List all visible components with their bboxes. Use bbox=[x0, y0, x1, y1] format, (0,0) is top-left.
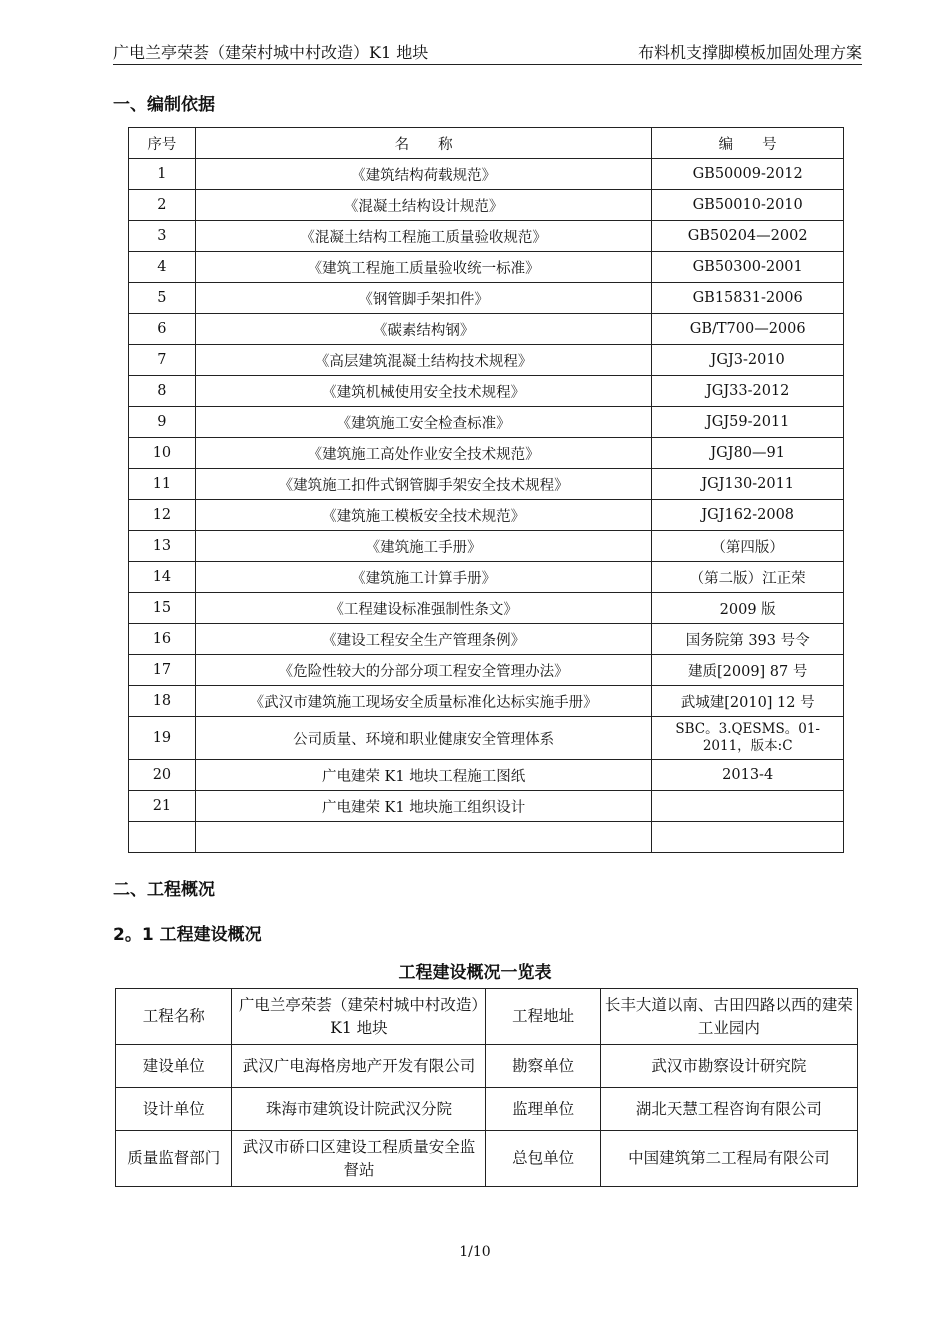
row-name: 《碳素结构钢》 bbox=[195, 314, 652, 345]
row-name: 《混凝土结构设计规范》 bbox=[195, 190, 652, 221]
row-index: 7 bbox=[129, 345, 196, 376]
row-index: 6 bbox=[129, 314, 196, 345]
row-name: 广电建荣 K1 地块施工组织设计 bbox=[195, 791, 652, 822]
row-name: 《建筑工程施工质量验收统一标准》 bbox=[195, 252, 652, 283]
row-code: JGJ162-2008 bbox=[652, 500, 844, 531]
table-row bbox=[129, 159, 844, 190]
page-number: 1/10 bbox=[459, 1244, 491, 1260]
row-index: 4 bbox=[129, 252, 196, 283]
table-row bbox=[129, 438, 844, 469]
table-header-row bbox=[129, 128, 844, 159]
row-code: 2009 版 bbox=[652, 593, 844, 624]
table-row bbox=[129, 760, 844, 791]
row-name: 《建筑施工安全检查标准》 bbox=[195, 407, 652, 438]
row-index: 1 bbox=[129, 159, 196, 190]
overview-value: 武汉市硚口区建设工程质量安全监督站 bbox=[232, 1131, 486, 1187]
row-index: 2 bbox=[129, 190, 196, 221]
row-code: GB15831-2006 bbox=[652, 283, 844, 314]
row-index: 14 bbox=[129, 562, 196, 593]
header-cell-code: 编 号 bbox=[652, 128, 844, 159]
row-code: JGJ3-2010 bbox=[652, 345, 844, 376]
row-code: GB50009-2012 bbox=[652, 159, 844, 190]
overview-label: 总包单位 bbox=[486, 1131, 600, 1187]
section-2-heading: 二、工程概况 bbox=[113, 880, 215, 900]
row-code: GB50204—2002 bbox=[652, 221, 844, 252]
overview-label: 勘察单位 bbox=[486, 1045, 600, 1088]
row-index: 9 bbox=[129, 407, 196, 438]
table-row bbox=[116, 1131, 858, 1187]
row-index: 10 bbox=[129, 438, 196, 469]
table-row bbox=[129, 791, 844, 822]
table-row bbox=[129, 407, 844, 438]
row-index: 5 bbox=[129, 283, 196, 314]
row-index: 3 bbox=[129, 221, 196, 252]
header-cell-index: 序号 bbox=[129, 128, 196, 159]
row-name: 《建筑施工扣件式钢管脚手架安全技术规程》 bbox=[195, 469, 652, 500]
row-index: 18 bbox=[129, 686, 196, 717]
row-code: GB50010-2010 bbox=[652, 190, 844, 221]
row-index: 13 bbox=[129, 531, 196, 562]
row-code bbox=[652, 791, 844, 822]
row-code: SBC。3.QESMS。01-2011，版本:C bbox=[652, 717, 844, 760]
overview-label: 设计单位 bbox=[116, 1088, 232, 1131]
row-code: JGJ130-2011 bbox=[652, 469, 844, 500]
header-project-name: 广电兰亭荣荟（建荣村城中村改造）K1 地块 bbox=[113, 43, 429, 62]
row-name: 《建设工程安全生产管理条例》 bbox=[195, 624, 652, 655]
row-code: 2013-4 bbox=[652, 760, 844, 791]
row-code: GB/T700—2006 bbox=[652, 314, 844, 345]
row-name: 《建筑施工高处作业安全技术规范》 bbox=[195, 438, 652, 469]
row-code: JGJ59-2011 bbox=[652, 407, 844, 438]
row-index: 12 bbox=[129, 500, 196, 531]
row-index: 8 bbox=[129, 376, 196, 407]
overview-value: 中国建筑第二工程局有限公司 bbox=[600, 1131, 857, 1187]
row-name: 《混凝土结构工程施工质量验收规范》 bbox=[195, 221, 652, 252]
table-row bbox=[129, 376, 844, 407]
table-row bbox=[129, 562, 844, 593]
table-row bbox=[129, 252, 844, 283]
table-row bbox=[129, 593, 844, 624]
table-row bbox=[129, 469, 844, 500]
table-row bbox=[129, 221, 844, 252]
row-name: 《建筑施工手册》 bbox=[195, 531, 652, 562]
row-index: 21 bbox=[129, 791, 196, 822]
row-name: 《钢管脚手架扣件》 bbox=[195, 283, 652, 314]
table-row bbox=[129, 314, 844, 345]
overview-label: 监理单位 bbox=[486, 1088, 600, 1131]
overview-label: 建设单位 bbox=[116, 1045, 232, 1088]
row-index: 17 bbox=[129, 655, 196, 686]
header-document-title: 布料机支撑脚模板加固处理方案 bbox=[637, 43, 862, 62]
table-row bbox=[116, 989, 858, 1045]
table-row bbox=[129, 345, 844, 376]
row-name: 《建筑机械使用安全技术规程》 bbox=[195, 376, 652, 407]
overview-value: 广电兰亭荣荟（建荣村城中村改造）K1 地块 bbox=[232, 989, 486, 1045]
section-1-heading: 一、编制依据 bbox=[113, 95, 215, 115]
table-row bbox=[129, 624, 844, 655]
row-index: 20 bbox=[129, 760, 196, 791]
table-row bbox=[129, 822, 844, 853]
table-row bbox=[116, 1045, 858, 1088]
row-code bbox=[652, 822, 844, 853]
row-index: 11 bbox=[129, 469, 196, 500]
row-name: 《建筑施工模板安全技术规范》 bbox=[195, 500, 652, 531]
overview-label: 质量监督部门 bbox=[116, 1131, 232, 1187]
page-header bbox=[113, 38, 862, 65]
row-name: 《危险性较大的分部分项工程安全管理办法》 bbox=[195, 655, 652, 686]
references-table bbox=[128, 127, 844, 853]
table-row bbox=[129, 283, 844, 314]
overview-value: 武汉广电海格房地产开发有限公司 bbox=[232, 1045, 486, 1088]
row-code: 建质[2009] 87 号 bbox=[652, 655, 844, 686]
section-2-1-heading: 2。1 工程建设概况 bbox=[113, 925, 262, 945]
row-name: 《建筑结构荷载规范》 bbox=[195, 159, 652, 190]
row-code: JGJ33-2012 bbox=[652, 376, 844, 407]
table-row bbox=[129, 531, 844, 562]
table-row bbox=[129, 717, 844, 760]
overview-label: 工程名称 bbox=[116, 989, 232, 1045]
overview-label: 工程地址 bbox=[486, 989, 600, 1045]
table-row bbox=[129, 655, 844, 686]
table-row bbox=[116, 1088, 858, 1131]
row-code: （第四版） bbox=[652, 531, 844, 562]
row-name: 《建筑施工计算手册》 bbox=[195, 562, 652, 593]
row-code: （第二版）江正荣 bbox=[652, 562, 844, 593]
row-index: 16 bbox=[129, 624, 196, 655]
overview-value: 武汉市勘察设计研究院 bbox=[600, 1045, 857, 1088]
overview-value: 长丰大道以南、古田四路以西的建荣工业园内 bbox=[600, 989, 857, 1045]
row-index: 19 bbox=[129, 717, 196, 760]
row-name: 《武汉市建筑施工现场安全质量标准化达标实施手册》 bbox=[195, 686, 652, 717]
overview-table-caption: 工程建设概况一览表 bbox=[398, 963, 552, 983]
row-name: 广电建荣 K1 地块工程施工图纸 bbox=[195, 760, 652, 791]
row-code: JGJ80—91 bbox=[652, 438, 844, 469]
overview-value: 珠海市建筑设计院武汉分院 bbox=[232, 1088, 486, 1131]
row-code: 武城建[2010] 12 号 bbox=[652, 686, 844, 717]
table-row bbox=[129, 686, 844, 717]
row-name bbox=[195, 822, 652, 853]
row-code: 国务院第 393 号令 bbox=[652, 624, 844, 655]
row-name: 《高层建筑混凝土结构技术规程》 bbox=[195, 345, 652, 376]
table-row bbox=[129, 500, 844, 531]
table-row bbox=[129, 190, 844, 221]
overview-value: 湖北天慧工程咨询有限公司 bbox=[600, 1088, 857, 1131]
project-overview-table bbox=[115, 988, 858, 1187]
header-cell-name: 名 称 bbox=[195, 128, 652, 159]
row-name: 公司质量、环境和职业健康安全管理体系 bbox=[195, 717, 652, 760]
row-index bbox=[129, 822, 196, 853]
row-index: 15 bbox=[129, 593, 196, 624]
row-code: GB50300-2001 bbox=[652, 252, 844, 283]
row-name: 《工程建设标准强制性条文》 bbox=[195, 593, 652, 624]
